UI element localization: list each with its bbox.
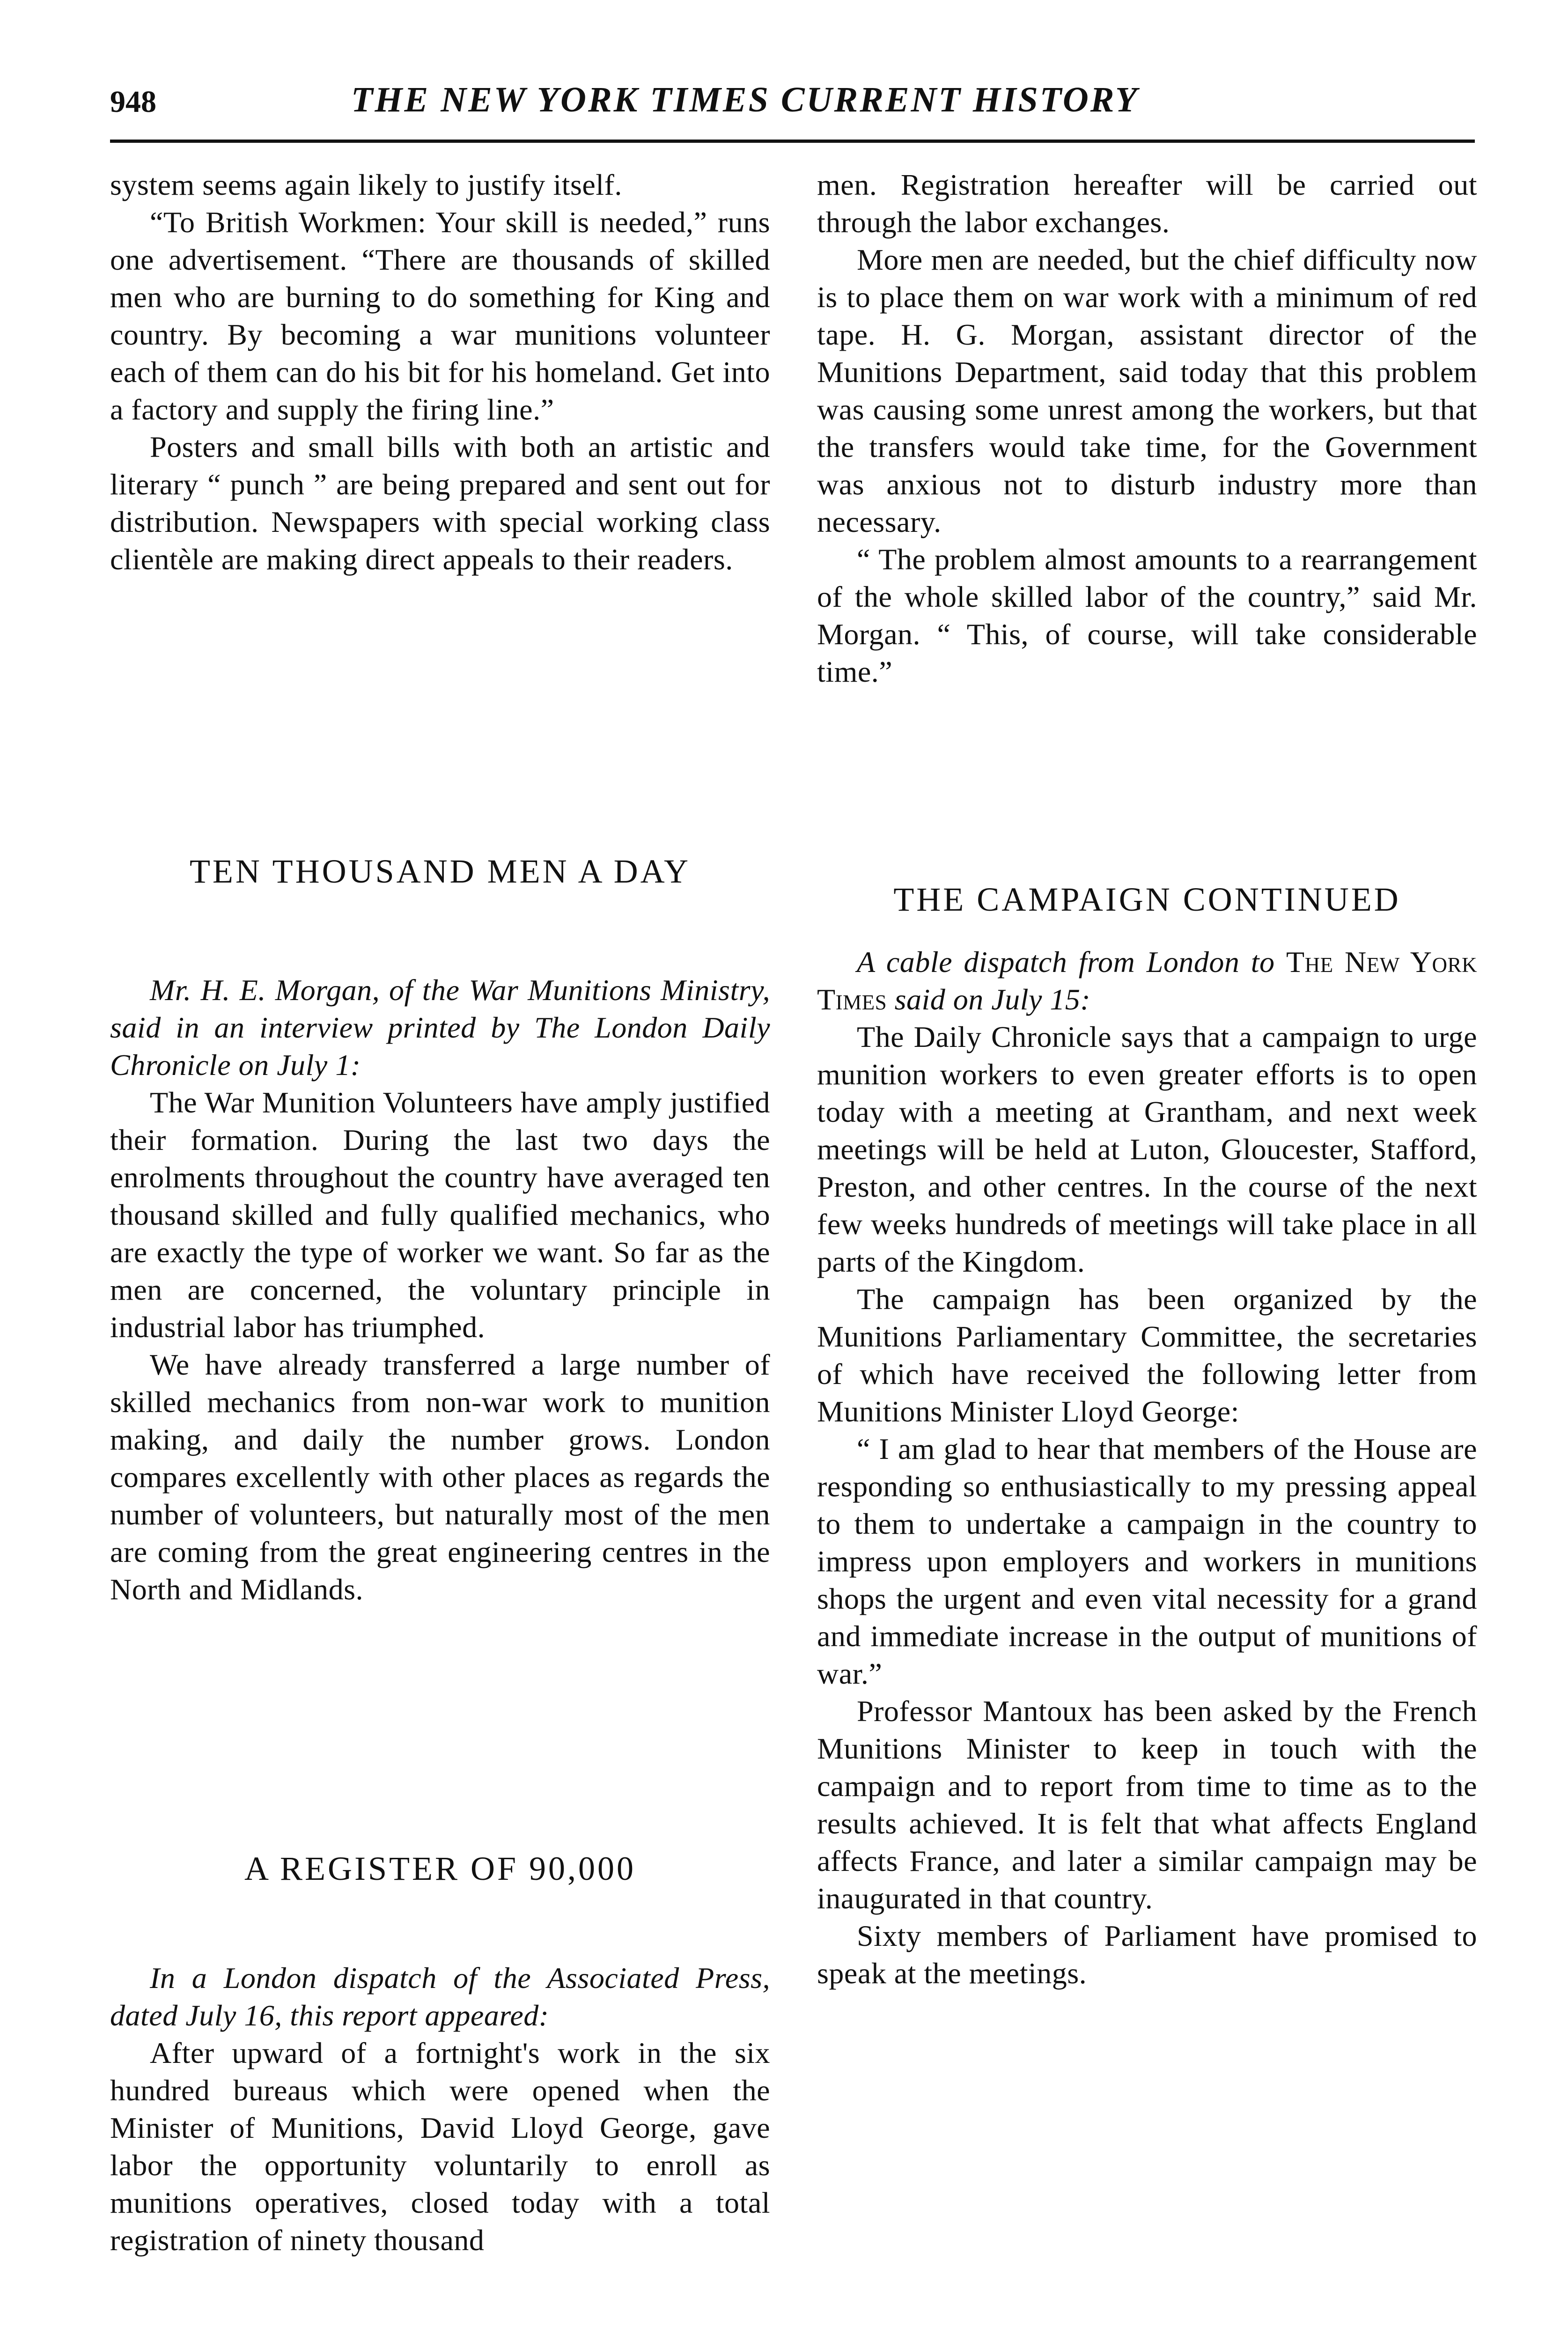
paragraph: Professor Mantoux has been asked by the French Munitions Minister to keep in touch with the campaign and to report from time to time as to the results achieved. It is felt that what affects England affects France, and later a similar campaign may be inaugurated in that country.: [817, 1694, 1477, 1915]
paragraph: The campaign has been organized by the Munitions Parliamentary Committee, the secretaries of which have received the following letter from Munitions Minister Lloyd George:: [817, 1282, 1477, 1428]
paragraph: “ I am glad to hear that members of the House are responding so enthusiastically to my pressing appeal to them to undertake a campaign in the country to impress upon employers and workers in munitions shops the urgent and even vital necessity for a grand and immediate increase in the output of munitions of war.”: [817, 1432, 1477, 1690]
paragraph: We have already transferred a large number of skilled mechanics from non-war work to munition making, and daily the number grows. London compares excellently with other places as regards the number of volunteers, but naturally most of the men are coming from the great engineering centres in the North and Midlands.: [110, 1348, 770, 1606]
section-intro: Mr. H. E. Morgan, of the War Munitions Ministry, said in an interview printed by The London Daily Chronicle on July 1:: [110, 973, 770, 1082]
paragraph: The War Munition Volunteers have amply justified their formation. During the last two days the enrolments throughout the country have averaged ten thousand skilled and fully qualified mechanics, who are exactly the type of worker we want. So far as the men are concerned, the voluntary principle in industrial labor has triumphed.: [110, 1086, 770, 1344]
header-rule: [110, 140, 1475, 143]
section-heading: THE CAMPAIGN CONTINUED: [893, 881, 1401, 918]
section-heading: TEN THOUSAND MEN A DAY: [189, 853, 691, 890]
intro-text: A cable dispatch from London to: [857, 945, 1286, 979]
page-number: 948: [110, 85, 156, 119]
paragraph: More men are needed, but the chief difficulty now is to place them on war work with a minimum of red tape. H. G. Morgan, assistant director of the Munitions Department, said today that this problem was causing some unrest among the workers, but that the transfers would take time, for the Government was anxious not to disturb industry more than necessary.: [817, 243, 1477, 538]
paragraph: After upward of a fortnight's work in the six hundred bureaus which were opened when the Minister of Munitions, David Lloyd George, gave labor the opportunity voluntarily to enroll as munitions operatives, closed today with a total registration of ninety thousand: [110, 2036, 770, 2257]
section-intro: [817, 943, 1477, 1018]
register-section: [110, 1959, 770, 2259]
intro-text: said on July 15:: [887, 983, 1091, 1016]
section-intro: In a London dispatch of the Associated Press, dated July 16, this report appeared:: [110, 1961, 770, 2032]
paragraph: men. Registration hereafter will be carried out through the labor exchanges.: [817, 168, 1477, 239]
paragraph: system seems again likely to justify itself.: [110, 168, 622, 201]
paragraph: Sixty members of Parliament have promised to speak at the meetings.: [817, 1919, 1477, 1990]
running-title: THE NEW YORK TIMES CURRENT HISTORY: [351, 80, 1139, 119]
paragraph: Posters and small bills with both an artistic and literary “ punch ” are being prepared and sent out for distribution. Newspapers with special working class clientèle are making direct appeals to their readers.: [110, 430, 770, 576]
left-opening-section: [110, 166, 770, 578]
right-opening-section: [817, 166, 1477, 691]
ten-thousand-section: [110, 972, 770, 1608]
paragraph: “To British Workmen: Your skill is needed,” runs one advertisement. “There are thousands of skilled men who are burning to do something for King and country. By becoming a war munitions volunteer each of them can do his bit for his homeland. Get into a factory and supply the firing line.”: [110, 206, 770, 426]
campaign-section: [817, 943, 1477, 1992]
section-heading: A REGISTER OF 90,000: [244, 1850, 636, 1887]
paragraph: The Daily Chronicle says that a campaign to urge munition workers to even greater efforts is to open today with a meeting at Grantham, and next week meetings will be held at Luton, Gloucester, Stafford, Preston, and other centres. In the course of the next few weeks hundreds of meetings will take place in all parts of the Kingdom.: [817, 1020, 1477, 1278]
newspaper-name: The New York Times: [817, 945, 1477, 1016]
paragraph: “ The problem almost amounts to a rearrangement of the whole skilled labor of the country,” said Mr. Morgan. “ This, of course, will take considerable time.”: [817, 543, 1477, 688]
